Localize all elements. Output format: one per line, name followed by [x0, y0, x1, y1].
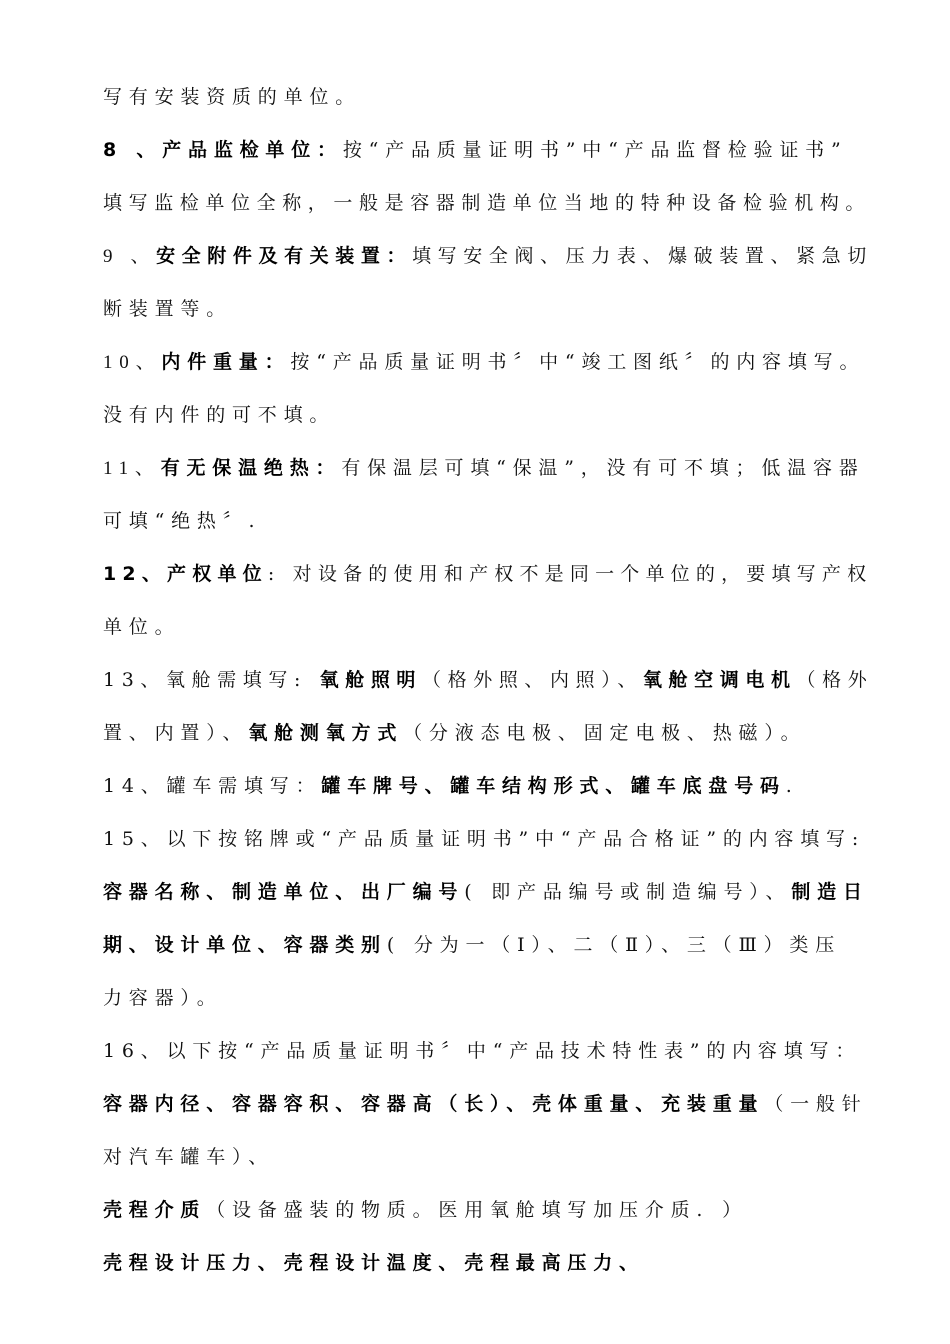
text-line — [103, 718, 873, 748]
text-span: 没有内件的可不填。 — [103, 404, 336, 426]
item-number: 10、 — [103, 352, 162, 373]
field-term: 罐车牌号、罐车结构形式、罐车底盘号码 — [321, 775, 786, 797]
text-span: （一般针 — [764, 1093, 868, 1115]
text-span: 13、氧舱需填写: — [103, 669, 320, 691]
field-term: 容器名称、制造单位、出厂编号 — [103, 881, 465, 903]
text-span: 填写监检单位全称，一般是容器制造单位当地的特种设备检验机构。 — [103, 192, 872, 214]
text-span: : 对设备的使用和产权不是同一个单位的，要填写产权 — [267, 563, 873, 585]
text-line — [103, 612, 873, 642]
text-line — [103, 82, 873, 112]
field-term: 壳程介质 — [103, 1199, 207, 1221]
section-heading: 12、产权单位 — [103, 563, 268, 585]
text-line — [103, 824, 873, 854]
text-span: 有保温层可填“保温”，没有可不填；低温容器 — [341, 457, 865, 479]
text-span: 填写安全阀、压力表、爆破装置、紧急切 — [412, 245, 873, 267]
text-line — [103, 241, 873, 271]
field-term: 氧舱测氧方式 — [248, 722, 404, 744]
text-span: . — [785, 775, 799, 797]
text-line — [103, 400, 873, 430]
text-span: 16、以下按“产品质量证明书〞中“产品技术特性表”的内容填写： — [103, 1040, 862, 1062]
field-term: 制造日 — [791, 881, 869, 903]
text-span: （设备盛装的物质。医用氧舱填写加压介质. ） — [206, 1199, 748, 1221]
text-span: （格外照、内照）、 — [422, 669, 643, 691]
section-heading: 内件重量： — [161, 351, 291, 373]
text-line — [103, 771, 873, 801]
text-line — [103, 1248, 873, 1278]
text-line — [103, 188, 873, 218]
text-line — [103, 1142, 873, 1172]
text-span: 可填“绝热〞. — [103, 510, 262, 532]
item-number: 11、 — [103, 458, 161, 479]
text-line — [103, 665, 873, 695]
text-span: 按“产品质量证明书〞中“竣工图纸〞的内容填写。 — [290, 351, 866, 373]
item-number: 9 、 — [103, 246, 157, 267]
field-term: 氧舱空调电机 — [642, 669, 797, 691]
text-line — [103, 347, 873, 377]
text-line — [103, 983, 873, 1013]
section-heading: 8 、产品监检单位： — [103, 139, 343, 161]
text-line — [103, 1195, 873, 1225]
text-line — [103, 506, 873, 536]
text-span: （格外 — [796, 669, 874, 691]
field-term: 容器内径、容器容积、容器高（长）、壳体重量、充装重量 — [103, 1093, 765, 1115]
text-line — [103, 930, 873, 960]
text-span: 断装置等。 — [103, 298, 233, 320]
text-span: 力容器）。 — [103, 987, 223, 1009]
text-span: 置、内置）、 — [103, 722, 249, 744]
section-heading: 安全附件及有关装置： — [156, 245, 413, 267]
text-span: 对汽车罐车）、 — [103, 1146, 275, 1168]
text-span: 14、罐车需填写： — [103, 775, 322, 797]
field-term: 壳程设计压力、壳程设计温度、壳程最高压力、 — [103, 1252, 645, 1274]
text-span: 按“产品质量证明书”中“产品监督检验证书” — [342, 139, 848, 161]
text-span: 单位。 — [103, 616, 181, 638]
text-line — [103, 559, 873, 589]
text-span: 写有安装资质的单位。 — [103, 86, 362, 108]
text-line — [103, 877, 873, 907]
text-line — [103, 453, 873, 483]
text-span: （分液态电极、固定电极、热磁）。 — [403, 722, 807, 744]
section-heading: 有无保温绝热： — [160, 457, 342, 479]
text-span: ( 分为一（Ⅰ）、二（Ⅱ）、三（Ⅲ）类压 — [386, 934, 842, 956]
text-span: ( 即产品编号或制造编号）、 — [464, 881, 792, 903]
text-line — [103, 135, 873, 165]
text-span: 15、以下按铭牌或“产品质量证明书”中“产品合格证”的内容填写: — [103, 828, 866, 850]
field-term: 期、设计单位、容器类别 — [103, 934, 387, 956]
text-line — [103, 1036, 873, 1066]
text-line — [103, 294, 873, 324]
text-line — [103, 1089, 873, 1119]
field-term: 氧舱照明 — [319, 669, 423, 691]
